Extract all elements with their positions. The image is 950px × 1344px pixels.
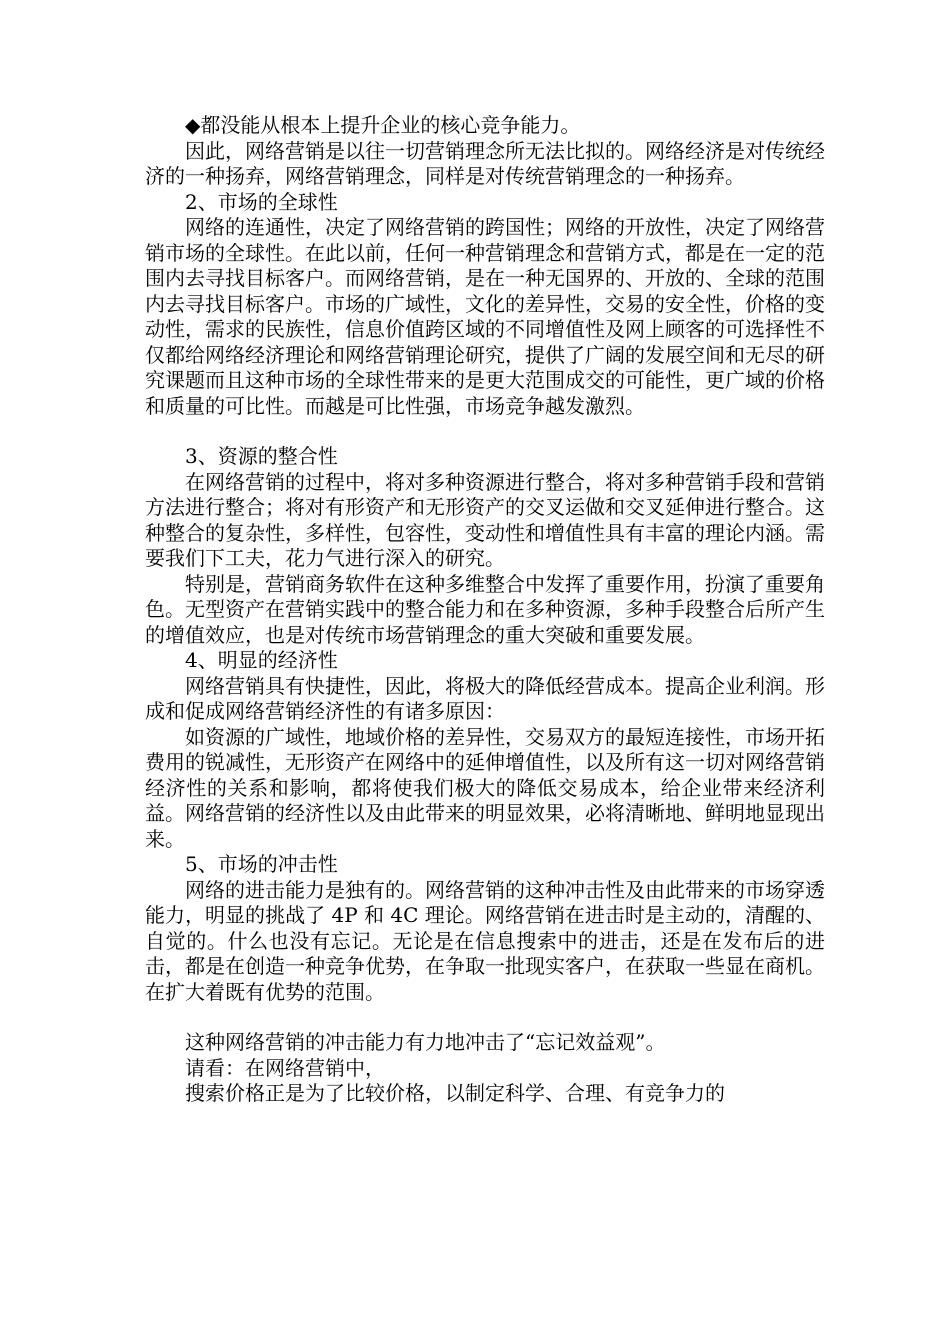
document-page xyxy=(145,113,825,1107)
paragraph-9: 这种网络营销的冲击能力有力地冲击了“忘记效益观”。 xyxy=(185,1030,666,1054)
paragraph-8: 网络的进击能力是独有的。网络营销的这种冲击性及由此带来的市场穿透能力，明显的挑战了 4P 和 4C 理论。网络营销在进击时是主动的，清醒的、自觉的。什么也没有忘记。无论是在信息搜索中的进击，还是在发布后的进击，都是在创造一种竞争优势，在争取一批现实客户，在获取一些显在商机。在扩大着既有优势的范围。 xyxy=(145,877,825,1004)
paragraph-5: 特别是，营销商务软件在这种多维整合中发挥了重要作用，扮演了重要角色。无型资产在营销实践中的整合能力和在多种资源，多种手段整合后所产生的增值效应，也是对传统市场营销理念的重大突破和重要发展。 xyxy=(145,571,825,647)
paragraph-4: 在网络营销的过程中，将对多种资源进行整合，将对多种营销手段和营销方法进行整合；将对有形资产和无形资产的交叉运做和交叉延伸进行整合。这种整合的复杂性，多样性，包容性，变动性和增值性具有丰富的理论内涵。需要我们下工夫，花力气进行深入的研究。 xyxy=(145,469,825,570)
section-heading-3: 3、资源的整合性 xyxy=(185,444,338,468)
paragraph-6: 网络营销具有快捷性，因此，将极大的降低经营成本。提高企业利润。形成和促成网络营销经济性的有诸多原因： xyxy=(145,673,825,723)
paragraph-1: ◆都没能从根本上提升企业的核心竞争能力。 xyxy=(185,113,581,137)
paragraph-2: 因此，网络营销是以往一切营销理念所无法比拟的。网络经济是对传统经济的一种扬弃，网络营销理念，同样是对传统营销理念的一种扬弃。 xyxy=(145,138,825,188)
section-heading-5: 5、市场的冲击性 xyxy=(185,852,338,876)
section-heading-2: 2、市场的全球性 xyxy=(185,189,338,214)
paragraph-11: 搜索价格正是为了比较价格，以制定科学、合理、有竞争力的 xyxy=(185,1081,725,1105)
paragraph-7: 如资源的广域性，地域价格的差异性，交易双方的最短连接性，市场开拓费用的锐减性，无形资产在网络中的延伸增值性，以及所有这一切对网络营销经济性的关系和影响，都将使我们极大的降低交易成本，给企业带来经济利益。网络营销的经济性以及由此带来的明显效果，必将清晰地、鲜明地显现出来。 xyxy=(145,724,825,851)
paragraph-10: 请看：在网络营销中， xyxy=(185,1055,385,1080)
paragraph-3: 网络的连通性，决定了网络营销的跨国性；网络的开放性，决定了网络营销市场的全球性。在此以前，任何一种营销理念和营销方式，都是在一定的范围内去寻找目标客户。而网络营销，是在一种无国界的、开放的、全球的范围内去寻找目标客户。市场的广域性，文化的差异性，交易的安全性，价格的变动性，需求的民族性，信息价值跨区域的不同增值性及网上顾客的可选择性不仅都给网络经济理论和网络营销理论研究，提供了广阔的发展空间和无尽的研究课题而且这种市场的全球性带来的是更大范围成交的可能性，更广域的价格和质量的可比性。而越是可比性强，市场竞争越发激烈。 xyxy=(145,215,825,418)
section-heading-4: 4、明显的经济性 xyxy=(185,648,338,672)
